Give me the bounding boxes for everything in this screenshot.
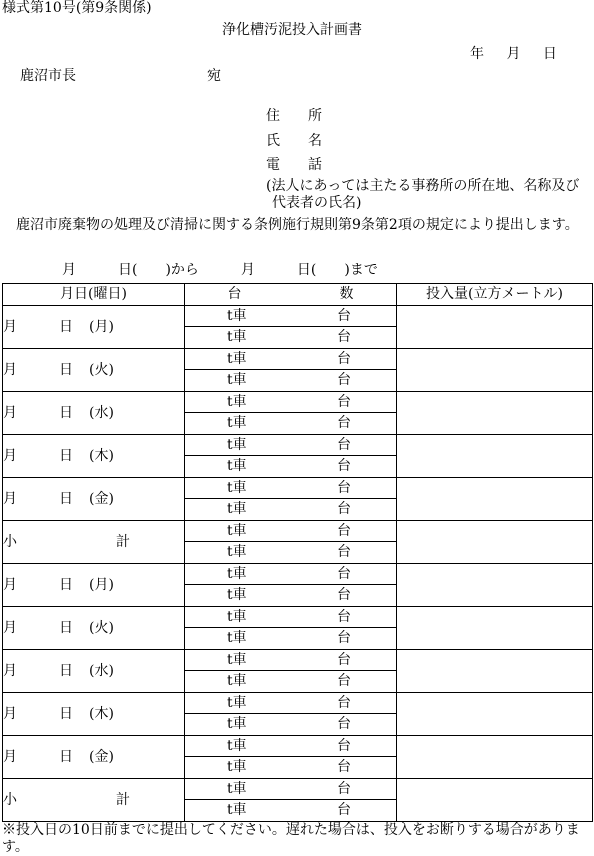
honorific: 宛	[207, 68, 221, 84]
day-row-8-a-vehicles[interactable]	[185, 692, 397, 714]
header-date: 月日(曜日)	[3, 284, 185, 306]
amount-cell[interactable]	[397, 778, 593, 821]
subtotal-label-cell	[3, 778, 185, 821]
amount-cell[interactable]	[397, 563, 593, 606]
vehicle-count-unit: 台	[337, 716, 351, 733]
vehicle-ton-label: t車	[227, 587, 247, 604]
weekday: (水)	[89, 404, 114, 421]
day-unit: 日	[59, 318, 73, 335]
day-row-1-b-vehicles[interactable]	[185, 370, 397, 392]
vehicle-count-unit: 台	[337, 780, 351, 797]
weekday: (金)	[89, 490, 114, 507]
schedule-table	[2, 283, 593, 822]
subtotal-label-b: 計	[116, 791, 130, 808]
subtotal-label-a: 小	[3, 533, 17, 550]
vehicle-count-unit: 台	[337, 544, 351, 561]
vehicle-ton-label: t車	[227, 522, 247, 539]
vehicle-ton-label: t車	[227, 651, 247, 668]
day-unit: 日	[59, 748, 73, 765]
day-row-2-b-vehicles[interactable]	[185, 413, 397, 435]
day-row-0	[3, 305, 593, 327]
address-label: 住 所	[266, 108, 322, 124]
header-vehicles: 台 数	[185, 284, 397, 306]
vehicle-count-unit: 台	[337, 307, 351, 324]
day-row-4-a-vehicles[interactable]	[185, 477, 397, 499]
date-cell[interactable]	[3, 563, 185, 606]
date-cell[interactable]	[3, 477, 185, 520]
vehicle-ton-label: t車	[227, 436, 247, 453]
day-row-5-a-vehicles[interactable]	[185, 563, 397, 585]
date-cell[interactable]	[3, 735, 185, 778]
applicant-note-line1: (法人にあっては主たる事務所の所在地、名称及び	[266, 178, 580, 194]
period-line[interactable]: 月 日( )から 月 日( )まで	[62, 262, 378, 278]
vehicle-count-unit: 台	[337, 501, 351, 518]
month-unit: 月	[3, 361, 17, 378]
day-row-2	[3, 391, 593, 413]
vehicle-ton-label: t車	[227, 372, 247, 389]
subtotal-row-0	[3, 520, 593, 542]
month-unit: 月	[3, 447, 17, 464]
vehicle-ton-label: t車	[227, 716, 247, 733]
day-row-0-b-vehicles[interactable]	[185, 327, 397, 349]
subtotal-row-1-a-vehicles[interactable]	[185, 778, 397, 800]
vehicle-count-unit: 台	[337, 565, 351, 582]
day-row-1-a-vehicles[interactable]	[185, 348, 397, 370]
day-row-5	[3, 563, 593, 585]
day-row-9-a-vehicles[interactable]	[185, 735, 397, 757]
vehicle-ton-label: t車	[227, 630, 247, 647]
day-row-3-a-vehicles[interactable]	[185, 434, 397, 456]
day-row-3-b-vehicles[interactable]	[185, 456, 397, 478]
day-row-4-b-vehicles[interactable]	[185, 499, 397, 521]
day-unit: 日	[59, 361, 73, 378]
vehicle-ton-label: t車	[227, 544, 247, 561]
month-unit: 月	[3, 748, 17, 765]
table-header-row	[3, 284, 593, 306]
vehicle-count-unit: 台	[337, 329, 351, 346]
subtotal-label-cell	[3, 520, 185, 563]
vehicle-count-unit: 台	[337, 436, 351, 453]
header-amount: 投入量(立方メートル)	[397, 284, 593, 306]
vehicle-count-unit: 台	[337, 608, 351, 625]
vehicle-ton-label: t車	[227, 415, 247, 432]
day-unit: 日	[59, 490, 73, 507]
subtotal-row-1	[3, 778, 593, 800]
subtotal-row-1-b-vehicles[interactable]	[185, 800, 397, 822]
day-row-2-a-vehicles[interactable]	[185, 391, 397, 413]
vehicle-ton-label: t車	[227, 479, 247, 496]
day-unit: 日	[59, 619, 73, 636]
day-row-4	[3, 477, 593, 499]
subtotal-label-a: 小	[3, 791, 17, 808]
vehicle-ton-label: t車	[227, 608, 247, 625]
footnote: ※投入日の10日前までに提出してください。遅れた場合は、投入をお断りする場合があります。	[2, 822, 580, 855]
amount-cell[interactable]	[397, 735, 593, 778]
weekday: (月)	[89, 576, 114, 593]
phone-label: 電 話	[266, 157, 322, 173]
vehicle-count-unit: 台	[337, 372, 351, 389]
vehicle-count-unit: 台	[337, 651, 351, 668]
vehicle-ton-label: t車	[227, 458, 247, 475]
vehicle-ton-label: t車	[227, 565, 247, 582]
date-cell[interactable]	[3, 692, 185, 735]
weekday: (木)	[89, 705, 114, 722]
amount-cell[interactable]	[397, 520, 593, 563]
vehicle-ton-label: t車	[227, 501, 247, 518]
weekday: (金)	[89, 748, 114, 765]
vehicle-count-unit: 台	[337, 759, 351, 776]
vehicle-count-unit: 台	[337, 479, 351, 496]
document-title: 浄化槽汚泥投入計画書	[222, 22, 362, 38]
subtotal-row-0-a-vehicles[interactable]	[185, 520, 397, 542]
amount-cell[interactable]	[397, 391, 593, 434]
day-row-3	[3, 434, 593, 456]
amount-cell[interactable]	[397, 477, 593, 520]
date-cell[interactable]	[3, 391, 185, 434]
vehicle-ton-label: t車	[227, 329, 247, 346]
weekday: (木)	[89, 447, 114, 464]
vehicle-count-unit: 台	[337, 587, 351, 604]
vehicle-ton-label: t車	[227, 350, 247, 367]
date-line[interactable]: 年 月 日	[470, 46, 557, 62]
amount-cell[interactable]	[397, 434, 593, 477]
month-unit: 月	[3, 619, 17, 636]
vehicle-count-unit: 台	[337, 673, 351, 690]
month-unit: 月	[3, 404, 17, 421]
day-row-9-b-vehicles[interactable]	[185, 757, 397, 779]
date-cell[interactable]	[3, 434, 185, 477]
name-label: 氏 名	[266, 133, 322, 149]
vehicle-count-unit: 台	[337, 737, 351, 754]
day-row-5-b-vehicles[interactable]	[185, 585, 397, 607]
day-row-7	[3, 649, 593, 671]
amount-cell[interactable]	[397, 305, 593, 348]
day-row-8-b-vehicles[interactable]	[185, 714, 397, 736]
vehicle-ton-label: t車	[227, 780, 247, 797]
vehicle-count-unit: 台	[337, 802, 351, 819]
weekday: (火)	[89, 619, 114, 636]
day-row-6-a-vehicles[interactable]	[185, 606, 397, 628]
month-unit: 月	[3, 662, 17, 679]
vehicle-count-unit: 台	[337, 350, 351, 367]
date-cell[interactable]	[3, 348, 185, 391]
day-row-7-a-vehicles[interactable]	[185, 649, 397, 671]
vehicle-ton-label: t車	[227, 802, 247, 819]
day-row-0-a-vehicles[interactable]	[185, 305, 397, 327]
vehicle-count-unit: 台	[337, 393, 351, 410]
vehicle-count-unit: 台	[337, 415, 351, 432]
day-row-8	[3, 692, 593, 714]
body-text: 鹿沼市廃棄物の処理及び清掃に関する条例施行規則第9条第2項の規定により提出します。	[16, 217, 579, 233]
vehicle-ton-label: t車	[227, 673, 247, 690]
date-cell[interactable]	[3, 649, 185, 692]
day-unit: 日	[59, 576, 73, 593]
vehicle-count-unit: 台	[337, 522, 351, 539]
day-row-6-b-vehicles[interactable]	[185, 628, 397, 650]
amount-cell[interactable]	[397, 606, 593, 649]
vehicle-ton-label: t車	[227, 759, 247, 776]
day-unit: 日	[59, 662, 73, 679]
addressee: 鹿沼市長	[20, 68, 76, 84]
month-unit: 月	[3, 705, 17, 722]
day-unit: 日	[59, 404, 73, 421]
day-row-6	[3, 606, 593, 628]
month-unit: 月	[3, 490, 17, 507]
form-number: 様式第10号(第9条関係)	[2, 0, 152, 16]
amount-cell[interactable]	[397, 649, 593, 692]
month-unit: 月	[3, 318, 17, 335]
subtotal-row-0-b-vehicles[interactable]	[185, 542, 397, 564]
amount-cell[interactable]	[397, 692, 593, 735]
applicant-note-line2: 代表者の氏名)	[272, 195, 362, 211]
vehicle-ton-label: t車	[227, 393, 247, 410]
day-unit: 日	[59, 447, 73, 464]
vehicle-ton-label: t車	[227, 737, 247, 754]
day-row-9	[3, 735, 593, 757]
vehicle-count-unit: 台	[337, 694, 351, 711]
weekday: (水)	[89, 662, 114, 679]
vehicle-ton-label: t車	[227, 307, 247, 324]
date-cell[interactable]	[3, 305, 185, 348]
schedule-body	[3, 305, 593, 821]
month-unit: 月	[3, 576, 17, 593]
subtotal-label-b: 計	[116, 533, 130, 550]
amount-cell[interactable]	[397, 348, 593, 391]
weekday: (月)	[89, 318, 114, 335]
day-row-1	[3, 348, 593, 370]
vehicle-ton-label: t車	[227, 694, 247, 711]
date-cell[interactable]	[3, 606, 185, 649]
day-unit: 日	[59, 705, 73, 722]
vehicle-count-unit: 台	[337, 630, 351, 647]
weekday: (火)	[89, 361, 114, 378]
day-row-7-b-vehicles[interactable]	[185, 671, 397, 693]
vehicle-count-unit: 台	[337, 458, 351, 475]
